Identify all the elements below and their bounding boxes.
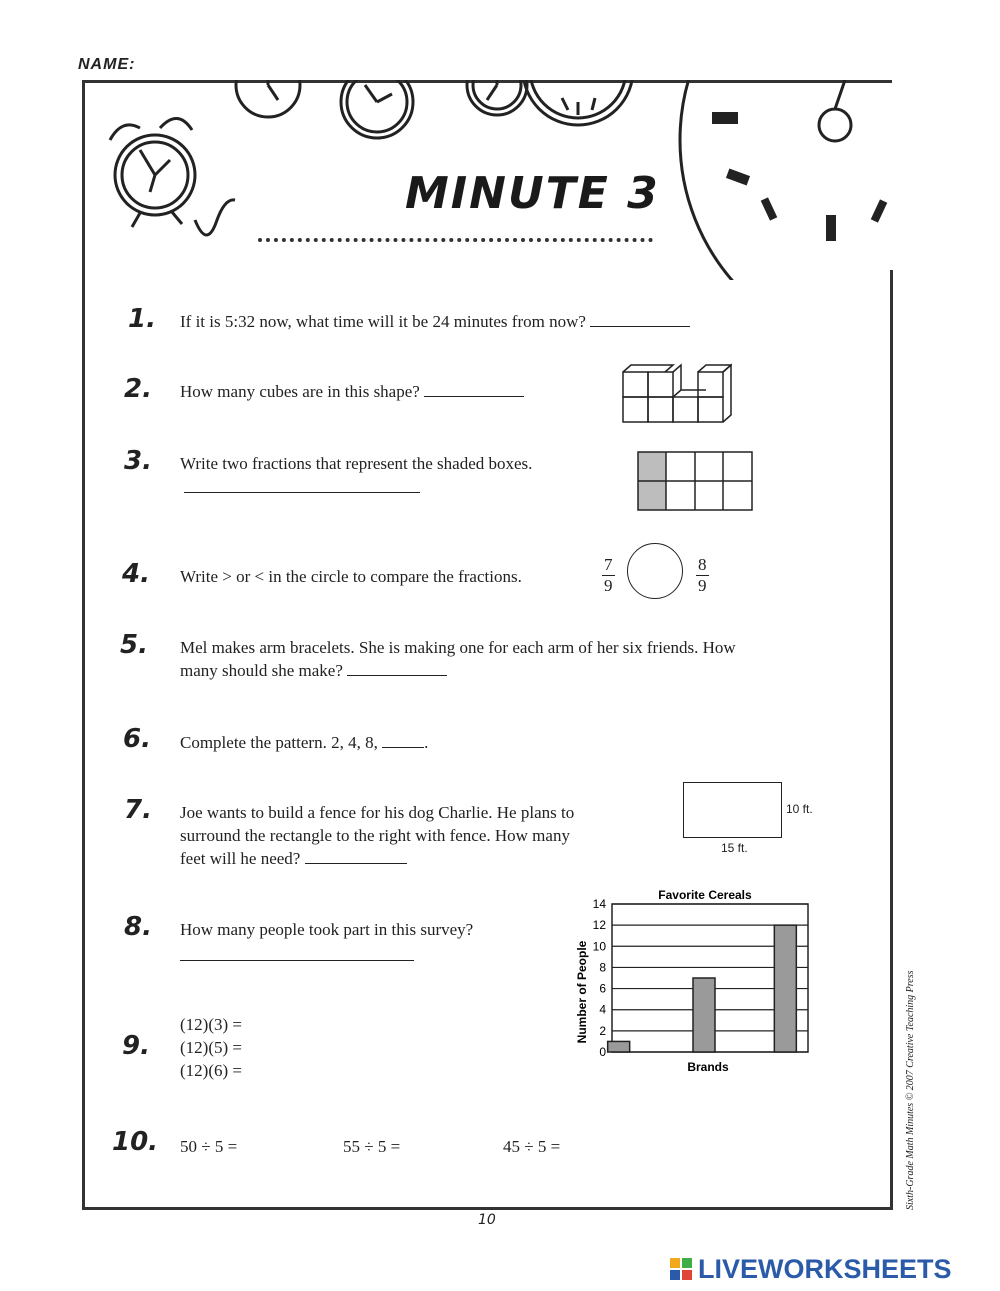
question-number-4: 4. xyxy=(122,559,150,589)
answer-blank-3[interactable] xyxy=(184,478,420,493)
chart-y-tick-label: 12 xyxy=(592,918,606,933)
question-10-item: 50 ÷ 5 = xyxy=(180,1137,238,1156)
question-1-text: If it is 5:32 now, what time will it be 24 minutes from now? xyxy=(180,310,690,333)
answer-blank-5[interactable] xyxy=(347,661,447,676)
answer-blank-6[interactable] xyxy=(382,733,424,748)
chart-y-axis-label: Number of People xyxy=(575,940,589,1044)
answer-blank-8[interactable] xyxy=(180,946,414,961)
chart-title: Favorite Cereals xyxy=(658,888,752,902)
comparison-circle[interactable] xyxy=(627,543,683,599)
liveworksheets-logo-icon xyxy=(670,1258,694,1282)
favorite-cereals-chart xyxy=(560,880,830,1080)
question-2-text: How many cubes are in this shape? xyxy=(180,380,524,403)
question-number-1: 1. xyxy=(128,304,156,334)
question-8-text: How many people took part in this survey? xyxy=(180,920,474,939)
question-number-3: 3. xyxy=(124,446,152,476)
question-9-item: (12)(3) = xyxy=(180,1015,242,1034)
chart-y-tick-label: 10 xyxy=(592,939,606,954)
liveworksheets-logo-text: LIVEWORKSHEETS xyxy=(698,1254,952,1284)
question-number-7: 7. xyxy=(124,795,152,825)
fraction-right: $\frac{8}{9}$ xyxy=(698,555,707,595)
copyright-credit: Sixth-Grade Math Minutes © 2007 Creative Teaching Press xyxy=(905,970,916,1210)
name-label: NAME: xyxy=(78,56,136,73)
title-dotted-divider xyxy=(258,238,653,242)
chart-bar xyxy=(693,978,715,1052)
shaded-boxes-grid xyxy=(636,450,756,514)
question-4-text: Write > or < in the circle to compare the fractions. xyxy=(180,567,522,586)
page-number: 10 xyxy=(478,1212,496,1228)
chart-y-tick-label: 2 xyxy=(599,1023,606,1038)
page-frame-right-edge xyxy=(890,270,893,1210)
question-number-10: 10. xyxy=(112,1127,159,1157)
chart-x-axis-label: Brands xyxy=(687,1060,729,1074)
question-10-item: 45 ÷ 5 = xyxy=(503,1137,561,1156)
question-3-text: Write two fractions that represent the shaded boxes. xyxy=(180,454,533,473)
question-number-5: 5. xyxy=(120,630,148,660)
question-9-item: (12)(6) = xyxy=(180,1061,242,1080)
question-9-item: (12)(5) = xyxy=(180,1038,242,1057)
chart-y-tick-label: 14 xyxy=(592,897,606,911)
question-10-item: 55 ÷ 5 = xyxy=(343,1137,401,1156)
answer-blank-2[interactable] xyxy=(424,382,524,397)
question-number-9: 9. xyxy=(122,1031,150,1061)
answer-blank-1[interactable] xyxy=(590,312,690,327)
question-6-text: Complete the pattern. 2, 4, 8, . xyxy=(180,733,429,752)
question-number-8: 8. xyxy=(124,912,152,942)
page-title: MINUTE 3 xyxy=(405,168,660,219)
fence-rectangle xyxy=(683,782,782,838)
chart-y-tick-label: 6 xyxy=(599,981,606,996)
chart-bar xyxy=(774,925,796,1052)
chart-bar xyxy=(608,1041,630,1052)
fraction-left: $\frac{7}{9}$ xyxy=(604,555,613,595)
answer-blank-7[interactable] xyxy=(305,849,407,864)
cube-shape-figure xyxy=(620,362,732,424)
chart-y-tick-label: 4 xyxy=(599,1002,606,1017)
question-number-2: 2. xyxy=(124,374,152,404)
rectangle-width-label: 15 ft. xyxy=(721,841,748,855)
question-7-text: Joe wants to build a fence for his dog Charlie. He plans to surround the rectangle to the right with fence. How many feet will he need? xyxy=(180,803,575,868)
question-9-list xyxy=(180,1013,242,1082)
question-number-6: 6. xyxy=(123,724,151,754)
chart-y-tick-label: 0 xyxy=(599,1045,606,1059)
chart-y-tick-label: 8 xyxy=(599,960,606,975)
rectangle-height-label: 10 ft. xyxy=(786,802,813,816)
question-5-text: Mel makes arm bracelets. She is making one for each arm of her six friends. How many should she make? xyxy=(180,638,736,680)
